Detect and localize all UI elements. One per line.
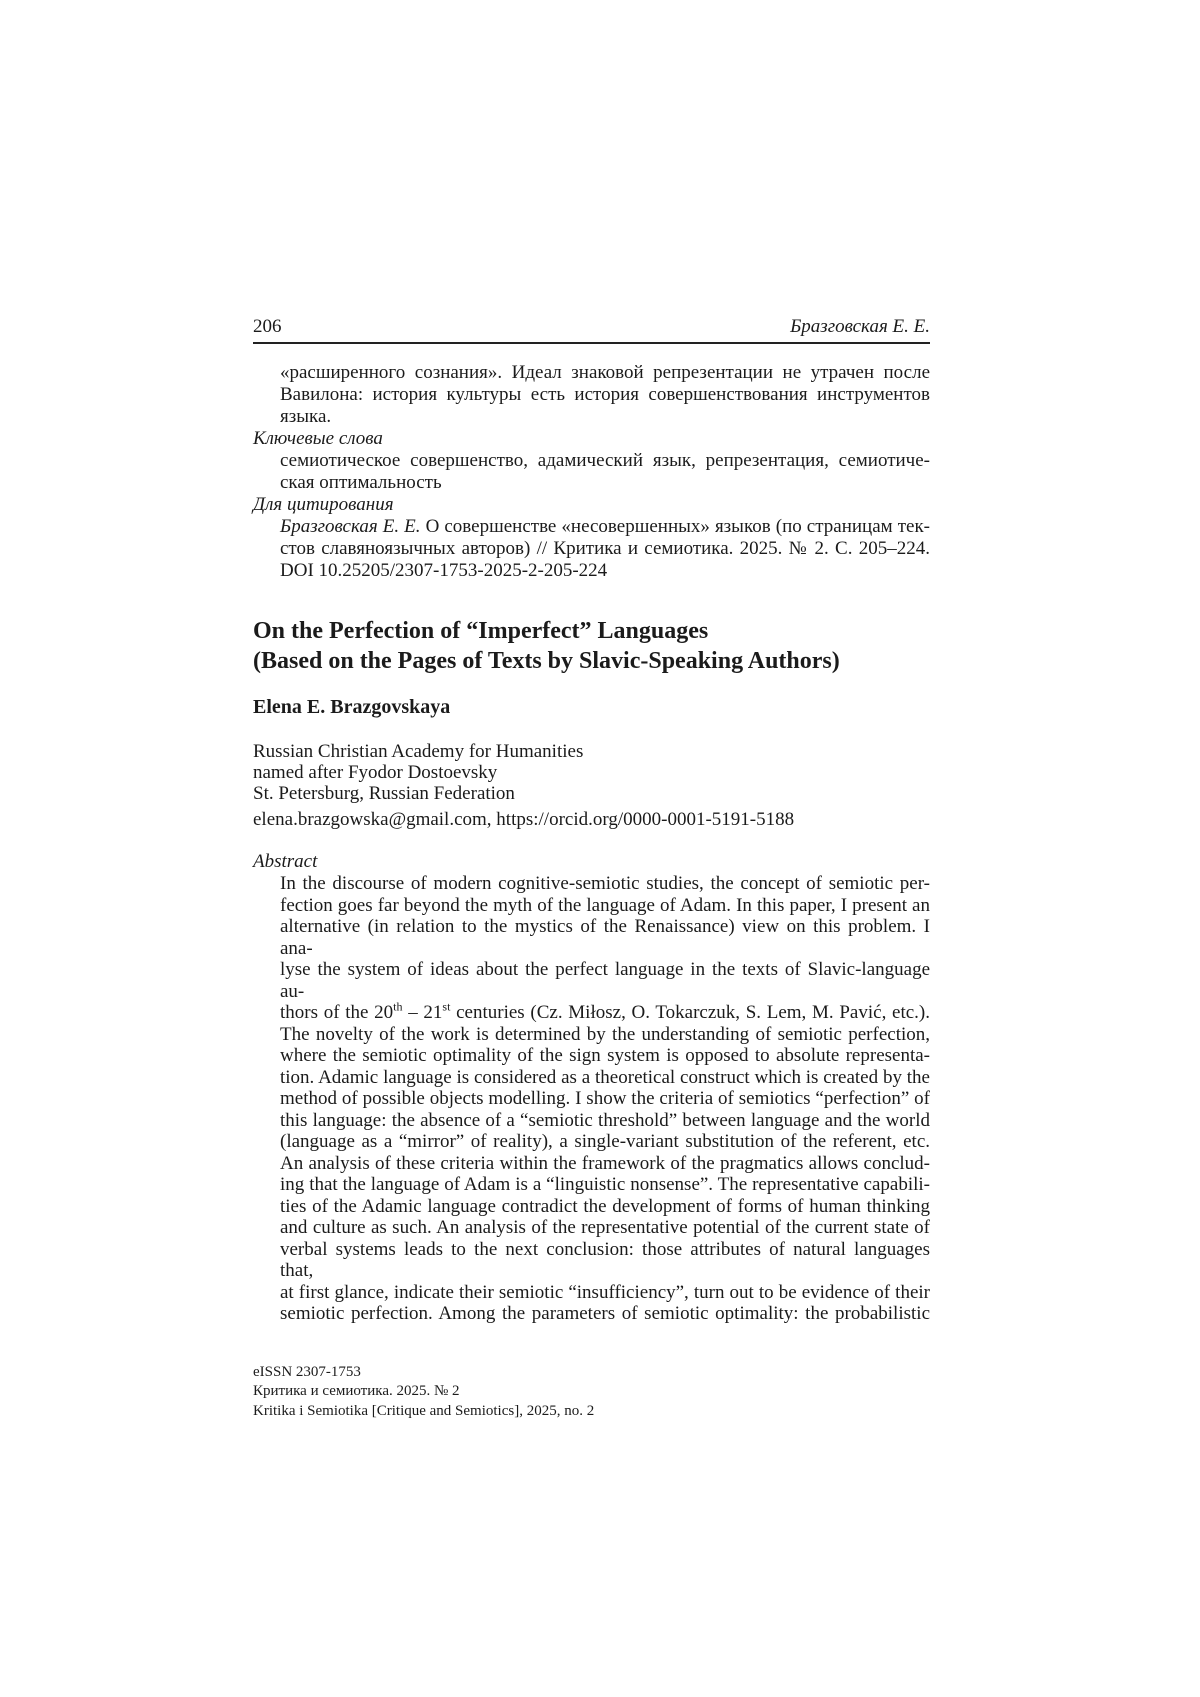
text-line: semiotic perfection. Among the parameters of semiotic optimality: the probabilistic	[280, 1303, 930, 1324]
text-line: at first glance, indicate their semiotic “insufficiency”, turn out to be evidence of their	[280, 1281, 930, 1303]
page-footer	[253, 1363, 930, 1422]
text-line: alternative (in relation to the mystics of the Renaissance) view on this problem. I ana-	[280, 916, 930, 959]
text-line: DOI 10.25205/2307-1753-2025-2-205-224	[280, 560, 608, 581]
citation-text	[280, 516, 930, 582]
text-line: tion. Adamic language is considered as a theoretical construct which is created by the	[280, 1066, 930, 1088]
text-line: St. Petersburg, Russian Federation	[253, 783, 515, 804]
article-title	[253, 616, 930, 676]
text-line: Kritika i Semiotika [Critique and Semiotics], 2025, no. 2	[253, 1402, 595, 1419]
text-segment: centuries (Cz. Miłosz, O. Tokarczuk, S. Lem, M. Pavić, etc.).	[450, 1002, 930, 1023]
keywords-text	[280, 450, 930, 494]
text-line	[280, 516, 930, 538]
text-line: where the semiotic optimality of the sign system is opposed to absolute representa-	[280, 1045, 930, 1066]
text-line: and culture as such. An analysis of the representative potential of the current state of	[280, 1217, 930, 1238]
text-line: Критика и семиотика. 2025. № 2	[253, 1383, 460, 1399]
text-line: On the Perfection of “Imperfect” Languages	[253, 618, 709, 644]
text-line: verbal systems leads to the next conclusion: those attributes of natural languages that,	[280, 1238, 930, 1281]
text-segment: thors of the 20	[280, 1002, 394, 1023]
superscript-text: th	[393, 999, 403, 1014]
author-name: Elena E. Brazgovskaya	[253, 696, 451, 718]
annotation-tail-paragraph	[280, 362, 930, 428]
text-line: ская оптимальность	[280, 472, 442, 493]
text-line: Вавилона: история культуры есть история совершенствования инструментов	[280, 384, 930, 405]
text-segment: – 21	[402, 1002, 443, 1023]
text-line: this language: the absence of a “semiotic threshold” between language and the world	[280, 1109, 930, 1131]
text-segment: Бразговская Е. Е.	[280, 516, 421, 537]
text-line: стов славяноязычных авторов) // Критика и семиотика. 2025. № 2. С. 205–224.	[280, 538, 930, 559]
text-line: «расширенного сознания». Идеал знаковой репрезентации не утрачен после	[280, 362, 930, 383]
text-line: lyse the system of ideas about the perfect language in the texts of Slavic-language au-	[280, 959, 930, 1002]
text-line: method of possible objects modelling. I show the criteria of semiotics “perfection” of	[280, 1088, 930, 1109]
superscript-text: st	[442, 999, 451, 1014]
text-line: языка.	[280, 406, 332, 427]
text-line: In the discourse of modern cognitive-semiotic studies, the concept of semiotic per-	[280, 873, 930, 894]
citation-label: Для цитирования	[253, 494, 394, 515]
text-column	[253, 0, 930, 1421]
contact-line: elena.brazgowska@gmail.com, https://orcid.org/0000-0001-5191-5188	[253, 809, 795, 830]
text-line: (language as a “mirror” of reality), a single-variant substitution of the referent, etc.	[280, 1131, 930, 1152]
text-line: eISSN 2307-1753	[253, 1363, 361, 1380]
page-header	[253, 316, 930, 344]
text-line: The novelty of the work is determined by the understanding of semiotic perfection,	[280, 1023, 930, 1045]
running-head: Бразговская Е. Е.	[790, 316, 930, 337]
text-line: ties of the Adamic language contradict the development of forms of human thinking	[280, 1195, 930, 1217]
text-line: ing that the language of Adam is a “linguistic nonsense”. The representative capabili-	[280, 1174, 930, 1195]
text-line: (Based on the Pages of Texts by Slavic-Speaking Authors)	[253, 648, 840, 674]
text-segment: О совершенстве «несовершенных» языков (по страницам тек-	[420, 516, 931, 537]
abstract-text	[280, 873, 930, 1325]
text-line: fection goes far beyond the myth of the language of Adam. In this paper, I present an	[280, 894, 930, 916]
author-affiliation	[253, 741, 930, 804]
abstract-label: Abstract	[253, 851, 318, 872]
text-line: named after Fyodor Dostoevsky	[253, 762, 498, 783]
keywords-label: Ключевые слова	[253, 428, 383, 449]
text-line: An analysis of these criteria within the framework of the pragmatics allows conclud-	[280, 1152, 930, 1174]
russian-annotation	[253, 362, 930, 582]
text-line	[280, 999, 930, 1024]
text-line: Russian Christian Academy for Humanities	[253, 741, 584, 762]
page-number: 206	[253, 316, 282, 337]
text-line: семиотическое совершенство, адамический язык, репрезентация, семиотиче-	[280, 450, 930, 471]
